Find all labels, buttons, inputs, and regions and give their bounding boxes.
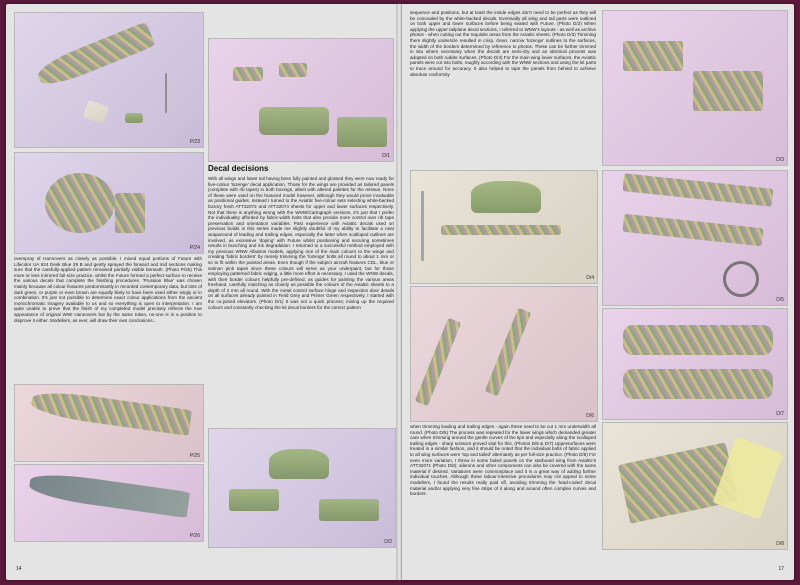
photo-p23	[14, 12, 204, 148]
photo-d5	[602, 170, 788, 306]
photo-label: D/1	[382, 153, 390, 159]
fuselage-part	[28, 470, 190, 518]
wing-part	[337, 117, 387, 147]
right-page	[402, 4, 794, 580]
photo-label: D/2	[384, 539, 392, 545]
fuselage-part	[34, 21, 155, 90]
wing-part	[623, 325, 773, 355]
photo-label: P/25	[189, 453, 200, 459]
decal-sheet	[279, 63, 307, 77]
photo-label: D/6	[586, 413, 594, 419]
wing-part	[115, 193, 145, 233]
photo-d6	[410, 286, 598, 422]
wing-part	[622, 214, 763, 247]
wing-strip	[485, 308, 532, 397]
photo-d1	[208, 38, 394, 162]
fuselage-part	[45, 173, 115, 233]
photo-p26	[14, 464, 204, 542]
page-number: 14	[16, 566, 22, 572]
photo-d7	[602, 308, 788, 420]
photo-d3	[602, 10, 788, 166]
photo-label: D/3	[776, 157, 784, 163]
photo-p25	[14, 384, 204, 462]
wing-part	[319, 499, 379, 521]
right-bottom-text: when trimming leading and trailing edges - again these need to be cut 1 mm underwidth all round. (Photo D/5) The process was repeated for the lower wings which demanded greater care when trimming around the gentle curves of the tips and especially along the scalloped trailing edges - sharp scissors proved vital for this. (Photos D/6 & D/7) Uppersurfaces were treated in a similar fashion, and it should be noted that the individual bolts of fabric applied to all wing surfaces were 'top and tailed' alternately as per full-size practice. (Photo D/8) For even more variation, I threw in some faded panels on the starboard wing from Aviattic's ATT32071 (Photo D/8); ailerons and other components can also be covered with the same material if desired. Variations were commonplace and it is a great way of adding further individual touches. Although these labour-intensive procedures may not appeal to some modellers, I found the results really paid off, avoiding trimming the 'lead-coded' decal material and/or applying very fine strips of it along and around often complex curves and borders.	[410, 424, 596, 497]
small-part	[125, 113, 143, 123]
photo-label: D/8	[776, 541, 784, 547]
tailplane-part	[471, 181, 541, 213]
photo-label: D/5	[776, 297, 784, 303]
decal-sheet	[233, 67, 263, 81]
strut-part	[165, 73, 167, 113]
photo-label: D/7	[776, 411, 784, 417]
scissors-tool	[723, 261, 759, 297]
wing-part	[269, 449, 329, 479]
decal-strip	[441, 225, 561, 235]
photo-d8	[602, 422, 788, 550]
wing-part	[622, 173, 773, 207]
magazine-spread	[6, 4, 794, 580]
photo-label: P/26	[189, 533, 200, 539]
wing-part	[623, 369, 773, 399]
photo-p24	[14, 152, 204, 254]
decal-panel	[693, 71, 763, 111]
photo-d4	[410, 170, 598, 284]
scalpel-tool	[421, 191, 424, 261]
photo-d2	[208, 428, 396, 548]
left-page	[6, 4, 398, 580]
decal-panel	[623, 41, 683, 71]
wing-strip	[415, 318, 462, 407]
elevator-part	[259, 107, 329, 135]
wing-part	[229, 489, 279, 511]
section-heading: Decal decisions	[208, 164, 269, 173]
left-column-text: overspray of Hannovers as closely as possible, I mixed equal portions of Future with Lifecolor UA 624 Desk Blue 29 B and gently sprayed the forward and mid sections making sure that the carefully-applied pattern remained partially visible beneath. (Photo P/26) This more or less mirrored full-size practice, whilst the Future formed a perfect surface to receive the various decals that complete the finishing procedures. 'Prussian Blue' was chosen mainly because all colour features predominantly in recorded contemporary data, but tints of dark green, or purple or even brown are equally likely to have been used either singly or in combination. It's just not possible to determine exact colour applications from the ancient monochromatic imagery available to us and so everything is open to interpretation. I am quite unable to prove that the finish of my completed model precisely reflects the true appearance of original WWI Hannovers but by the same token, no-one is in a position to disprove it either. Modellers, as ever, will draw their own conclusions...	[14, 256, 202, 323]
photo-label: P/23	[189, 139, 200, 145]
fuselage-part	[30, 388, 192, 436]
right-top-text: sequence and positions, but at least the inside edges don't need to be perfect as they will be concealed by the white-backed decals. Eventually all wing and tail parts were outlined on both upper and lower surfaces before being sealed with Future. (Photo D/2) When applying the upper tailplane decal sections, I referred to WNW's layouts - as well as archive photos - when cutting out the requisite areas from the Aviattic sheets. (Photo D/3) Trimming them slightly undersize resulted in crisp, clean, narrow 'lozenge' outlines to the surfaces, the width of the borders determined by reference to photos. These can be further trimmed in situ where necessary when the decals are semi-dry and an identical process was adopted on both rudder surfaces. (Photo D/4) For the main wing lower surfaces, the Aviattic panels were cut into bolts, roughly according with the WNW sections and using the kit parts to trace around for accuracy. It also helped to tape the panels from behind to achieve absolute conformity	[410, 10, 596, 77]
photo-label: P/24	[189, 245, 200, 251]
page-number: 17	[778, 566, 784, 572]
center-column-text: With all wings and lower tail having been fully painted and glossed they were now ready for five-colour 'lozenge' decal application. Those for the wings are provided as tailored panels (complete with rib tapes) in both boxings, albeit with altered palettes for the reissue. None of these were used on the featured model however, although they would prove invaluable as positional guides. Instead I turned to the Aviattic five-colour sets selecting white-backed factory fresh ATT32072 and ATT32074 sheets for upper and lower surfaces respectively. Not that there is anything wrong with the WNW/Cartograph versions, it's just that I prefer the individuality afforded by fabric-width bolts that also provide more control over rib tape preservation and orientation variables. Past experience with Aviattic decals used on previous builds in this series made me slightly doubtful of my ability to facilitate a neat wraparound of leading and trailing edges, especially the latter when scalloped outlines are involved, as excessive 'doping' with Future whilst positioning and securing sometimes results in bunching and ink degradation. I returned to a successful method employed with my previous WNW Albatros models, applying one of the main colours to the wings and creating 'fabric borders' by merely trimming the 'lozenge' bolts all round to about 1 mm or so to fit within the painted areas. Even though if the subject aircraft features CDL, blue or salmon pink tapes since these colours will serve as your underpaint, but for those employing patterned fabric edging, a little more effort is necessary. I used the WNW decals, with their border colours helpfully pre-defined, as guides for painting the various areas freehand, carefully matching as closely as possible the colours of the Aviattic sheets to a depth of 2 mm all round. With the metal control surface hinge and inspection door details on all surfaces already painted in Field Grey and Primer Green respectively, I started with the co-joined elevators. (Photo D/1) It was not a quick process; mixing up the required colours and constantly checking the kit decal borders for the correct pattern	[208, 176, 394, 310]
small-part	[83, 100, 110, 124]
photo-label: D/4	[586, 275, 594, 281]
